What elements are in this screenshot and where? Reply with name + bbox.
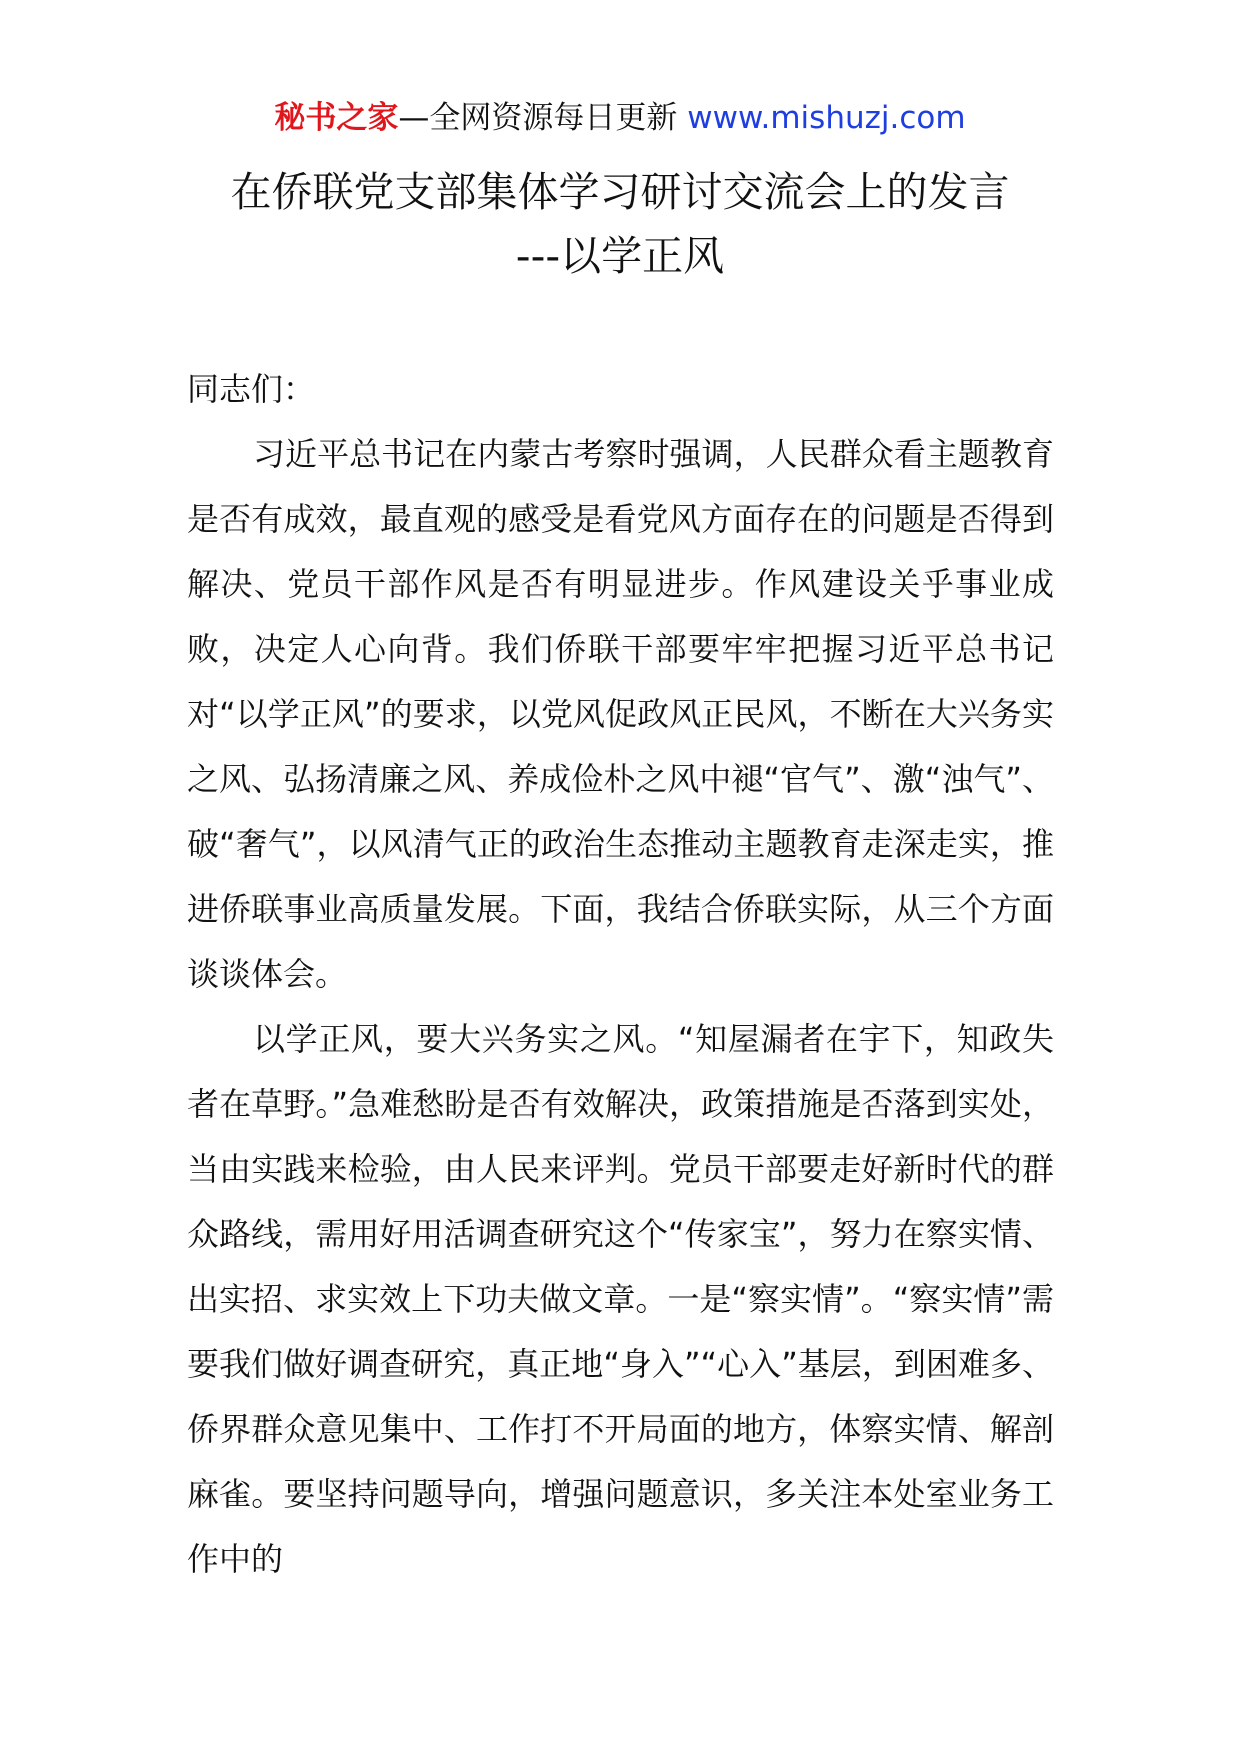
document-body [187,357,1054,1592]
brand-name: 秘书之家 [274,100,399,136]
body-paragraph: 习近平总书记在内蒙古考察时强调，人民群众看主题教育是否有成效，最直观的感受是看党风方面存在的问题是否得到解决、党员干部作风是否有明显进步。作风建设关乎事业成败，决定人心向背。我们侨联干部要牢牢把握习近平总书记对“以学正风”的要求，以党风促政风正民风，不断在大兴务实之风、弘扬清廉之风、养成俭朴之风中褪“官气”、激“浊气”、破“奢气”，以风清气正的政治生态推动主题教育走深走实，推进侨联事业高质量发展。下面，我结合侨联实际，从三个方面谈谈体会。 [187,435,1054,993]
site-banner [0,96,1240,140]
document-title: 在侨联党支部集体学习研讨交流会上的发言 [230,168,1010,216]
document-subtitle: ---以学正风 [515,232,725,280]
banner-url[interactable]: www.mishuzj.com [687,100,966,136]
banner-slogan: —全网资源每日更新 [398,100,678,136]
salutation: 同志们： [187,370,316,408]
body-paragraph: 以学正风，要大兴务实之风。“知屋漏者在宇下，知政失者在草野。”急难愁盼是否有效解决，政策措施是否落到实处，当由实践来检验，由人民来评判。党员干部要走好新时代的群众路线，需用好用活调查研究这个“传家宝”，努力在察实情、出实招、求实效上下功夫做文章。一是“察实情”。“察实情”需要我们做好调查研究，真正地“身入”“心入”基层，到困难多、侨界群众意见集中、工作打不开局面的地方，体察实情、解剖麻雀。要坚持问题导向，增强问题意识，多关注本处室业务工作中的 [187,1020,1054,1578]
